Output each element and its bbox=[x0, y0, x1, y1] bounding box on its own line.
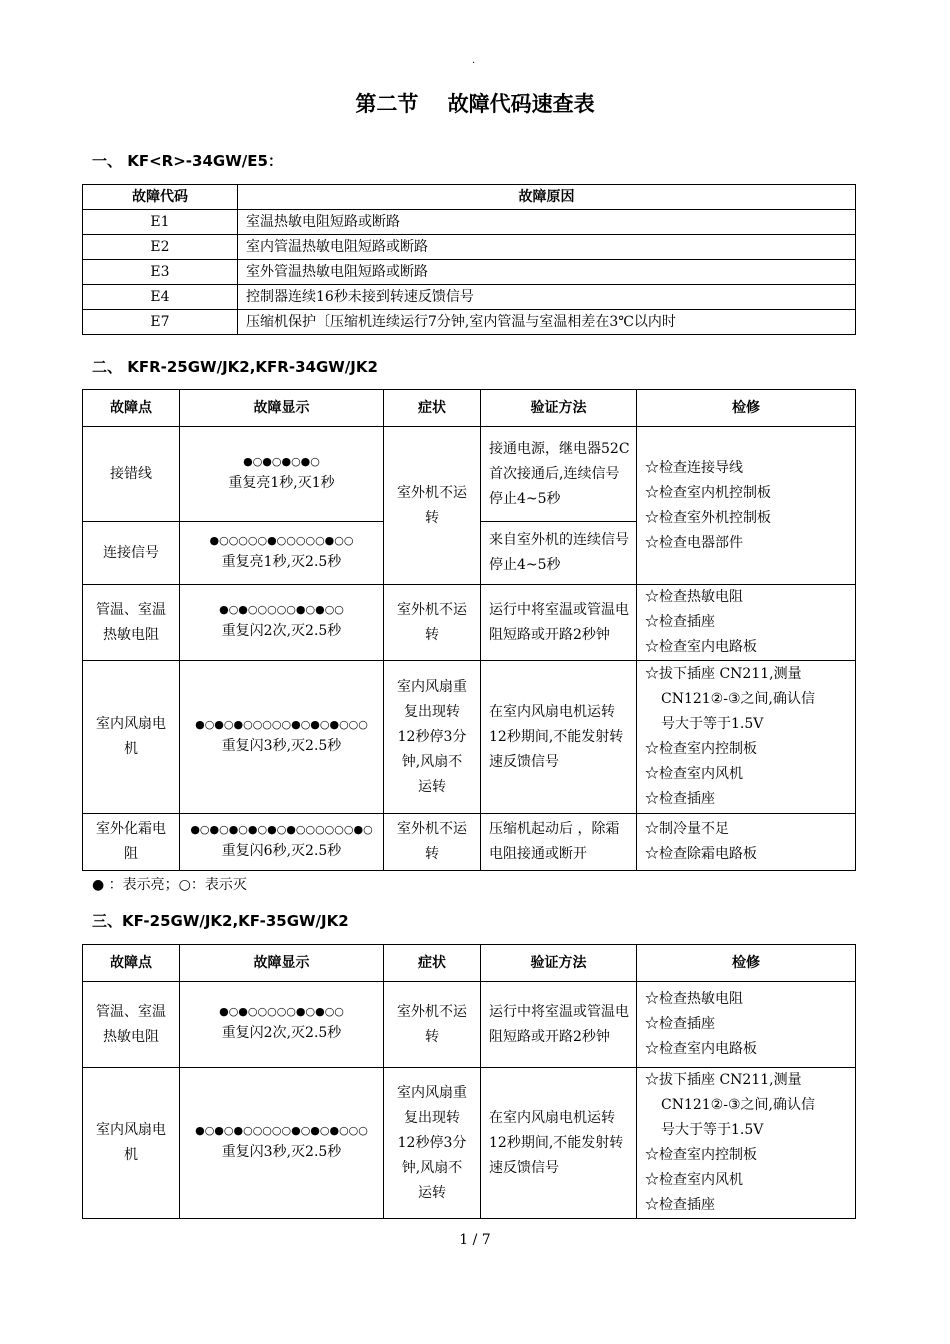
fault-code: E7 bbox=[83, 310, 238, 335]
repair-item: ☆检查连接导线 bbox=[645, 459, 743, 476]
fault-display bbox=[180, 427, 384, 522]
repair-item: ☆检查热敏电阻 bbox=[645, 991, 743, 1007]
symptom: 室内风扇重复出现转12秒停3分钟,风扇不运转 bbox=[384, 1068, 481, 1219]
repair-list bbox=[637, 982, 856, 1068]
repair-list bbox=[637, 1068, 856, 1219]
display-text: 重复亮1秒,灭1秒 bbox=[228, 474, 335, 491]
section3-heading: 三、KF-25GW/JK2,KF-35GW/JK2 bbox=[92, 912, 349, 930]
repair-item: ☆检查室内电路板 bbox=[645, 1041, 757, 1057]
repair-item: 号大于等于1.5V bbox=[661, 1122, 764, 1138]
fault-cause: 室外管温热敏电阻短路或断路 bbox=[238, 260, 856, 285]
repair-item: ☆检查插座 bbox=[645, 614, 715, 630]
display-text: 重复闪6秒,灭2.5秒 bbox=[221, 842, 342, 859]
table-row bbox=[83, 1068, 856, 1219]
header-point: 故障点 bbox=[83, 390, 180, 427]
fault-point: 管温、室温热敏电阻 bbox=[83, 585, 180, 661]
header-code: 故障代码 bbox=[83, 185, 238, 210]
symptom: 室外机不运转 bbox=[384, 982, 481, 1068]
section1-heading: 一、 KF<R>-34GW/E5： bbox=[92, 152, 283, 170]
fault-point: 室内风扇电机 bbox=[83, 1068, 180, 1219]
table-row bbox=[83, 982, 856, 1068]
fault-display bbox=[180, 1068, 384, 1219]
repair-item: ☆拔下插座 CN211,测量 bbox=[645, 666, 802, 682]
fault-point: 连接信号 bbox=[83, 522, 180, 585]
fault-point: 室外化霜电阻 bbox=[83, 814, 180, 871]
fault-display bbox=[180, 522, 384, 585]
fault-code: E4 bbox=[83, 285, 238, 310]
table-row bbox=[83, 814, 856, 871]
table-row bbox=[83, 661, 856, 814]
table-header-row bbox=[83, 185, 856, 210]
section2-table bbox=[82, 389, 856, 871]
repair-item: ☆检查热敏电阻 bbox=[645, 589, 743, 605]
fault-cause: 室温热敏电阻短路或断路 bbox=[238, 210, 856, 235]
fault-cause: 控制器连续16秒未接到转速反馈信号 bbox=[238, 285, 856, 310]
section1-table bbox=[82, 184, 856, 335]
verify-method: 压缩机起动后 ，除霜电阻接通或断开 bbox=[481, 814, 637, 871]
repair-item: ☆检查室内风机 bbox=[645, 766, 743, 782]
table-row bbox=[83, 585, 856, 661]
verify-method: 运行中将室温或管温电阻短路或开路2秒钟 bbox=[481, 982, 637, 1068]
display-text: 重复闪2次,灭2.5秒 bbox=[221, 1025, 342, 1041]
header-display: 故障显示 bbox=[180, 945, 384, 982]
repair-list bbox=[637, 427, 856, 585]
fault-display bbox=[180, 814, 384, 871]
header-display: 故障显示 bbox=[180, 390, 384, 427]
section2-heading: 二、 KFR-25GW/JK2,KFR-34GW/JK2 bbox=[92, 358, 378, 376]
repair-item: ☆检查除霜电路板 bbox=[645, 846, 757, 862]
header-cause: 故障原因 bbox=[238, 185, 856, 210]
fault-code: E1 bbox=[83, 210, 238, 235]
header-symptom: 症状 bbox=[384, 390, 481, 427]
fault-cause: 压缩机保护〔压缩机连续运行7分钟,室内管温与室温相差在3℃以内时 bbox=[238, 310, 856, 335]
table-row bbox=[83, 310, 856, 335]
repair-item: CN121②-③之间,确认信 bbox=[661, 1097, 815, 1113]
display-text: 重复闪3秒,灭2.5秒 bbox=[221, 737, 342, 754]
lamp-pattern: ●○●○●○○○○○●○●○●○○○ bbox=[195, 717, 368, 731]
lamp-pattern: ●○●○○○○○●○●○○ bbox=[219, 603, 344, 616]
repair-item: CN121②-③之间,确认信 bbox=[661, 691, 815, 707]
lamp-pattern: ●○●○●○○○○○●○●○●○○○ bbox=[195, 1123, 368, 1137]
repair-item: ☆检查室外机控制板 bbox=[645, 509, 771, 526]
table-row bbox=[83, 235, 856, 260]
section3-table bbox=[82, 944, 856, 1219]
header-repair: 检修 bbox=[637, 945, 856, 982]
table-header-row bbox=[83, 945, 856, 982]
verify-method: 来自室外机的连续信号停止4~5秒 bbox=[481, 522, 637, 585]
symptom: 室外机不运转 bbox=[384, 427, 481, 585]
legend-note: ● ：表示亮；○：表示灭 bbox=[92, 877, 247, 893]
verify-method: 在室内风扇电机运转12秒期间,不能发射转速反馈信号 bbox=[481, 1068, 637, 1219]
repair-list bbox=[637, 585, 856, 661]
repair-item: ☆检查插座 bbox=[645, 791, 715, 807]
page-number: 1 / 7 bbox=[459, 1232, 491, 1248]
header-point: 故障点 bbox=[83, 945, 180, 982]
table-row bbox=[83, 285, 856, 310]
repair-item: ☆检查插座 bbox=[645, 1016, 715, 1032]
header-repair: 检修 bbox=[637, 390, 856, 427]
display-text: 重复闪2次,灭2.5秒 bbox=[221, 623, 342, 639]
table-row bbox=[83, 260, 856, 285]
repair-item: ☆检查插座 bbox=[645, 1197, 715, 1213]
top-mark: · bbox=[472, 58, 476, 69]
repair-list bbox=[637, 661, 856, 814]
table-row bbox=[83, 210, 856, 235]
repair-item: 号大于等于1.5V bbox=[661, 716, 764, 732]
repair-item: ☆拔下插座 CN211,测量 bbox=[645, 1072, 802, 1088]
fault-display bbox=[180, 661, 384, 814]
fault-cause: 室内管温热敏电阻短路或断路 bbox=[238, 235, 856, 260]
header-method: 验证方法 bbox=[481, 390, 637, 427]
verify-method: 接通电源，继电器52C首次接通后,连续信号停止4~5秒 bbox=[481, 427, 637, 522]
repair-item: ☆检查室内机控制板 bbox=[645, 484, 771, 501]
fault-point: 室内风扇电机 bbox=[83, 661, 180, 814]
fault-display bbox=[180, 982, 384, 1068]
symptom: 室内风扇重复出现转12秒停3分钟,风扇不运转 bbox=[384, 661, 481, 814]
display-text: 重复闪3秒,灭2.5秒 bbox=[221, 1143, 342, 1160]
symptom: 室外机不运转 bbox=[384, 585, 481, 661]
display-text: 重复亮1秒,灭2.5秒 bbox=[221, 553, 342, 570]
fault-display bbox=[180, 585, 384, 661]
fault-code: E2 bbox=[83, 235, 238, 260]
verify-method: 运行中将室温或管温电阻短路或开路2秒钟 bbox=[481, 585, 637, 661]
fault-code: E3 bbox=[83, 260, 238, 285]
page-title: 第二节 故障代码速查表 bbox=[355, 92, 595, 116]
table-header-row bbox=[83, 390, 856, 427]
verify-method: 在室内风扇电机运转12秒期间,不能发射转速反馈信号 bbox=[481, 661, 637, 814]
fault-point: 接错线 bbox=[83, 427, 180, 522]
repair-list bbox=[637, 814, 856, 871]
fault-point: 管温、室温热敏电阻 bbox=[83, 982, 180, 1068]
lamp-pattern: ●○○○○○●○○○○○●○○ bbox=[209, 533, 354, 547]
lamp-pattern: ●○●○●○●○●○●○○○○○○●○ bbox=[190, 822, 373, 836]
header-method: 验证方法 bbox=[481, 945, 637, 982]
repair-item: ☆检查室内风机 bbox=[645, 1172, 743, 1188]
repair-item: ☆检查室内控制板 bbox=[645, 741, 757, 757]
repair-item: ☆制冷量不足 bbox=[645, 821, 729, 837]
repair-item: ☆检查电器部件 bbox=[645, 534, 743, 551]
repair-item: ☆检查室内控制板 bbox=[645, 1147, 757, 1163]
symptom: 室外机不运转 bbox=[384, 814, 481, 871]
repair-item: ☆检查室内电路板 bbox=[645, 639, 757, 655]
lamp-pattern: ●○●○○○○○●○●○○ bbox=[219, 1005, 344, 1018]
header-symptom: 症状 bbox=[384, 945, 481, 982]
table-row bbox=[83, 427, 856, 522]
lamp-pattern: ●○●○●○●○ bbox=[243, 454, 320, 468]
